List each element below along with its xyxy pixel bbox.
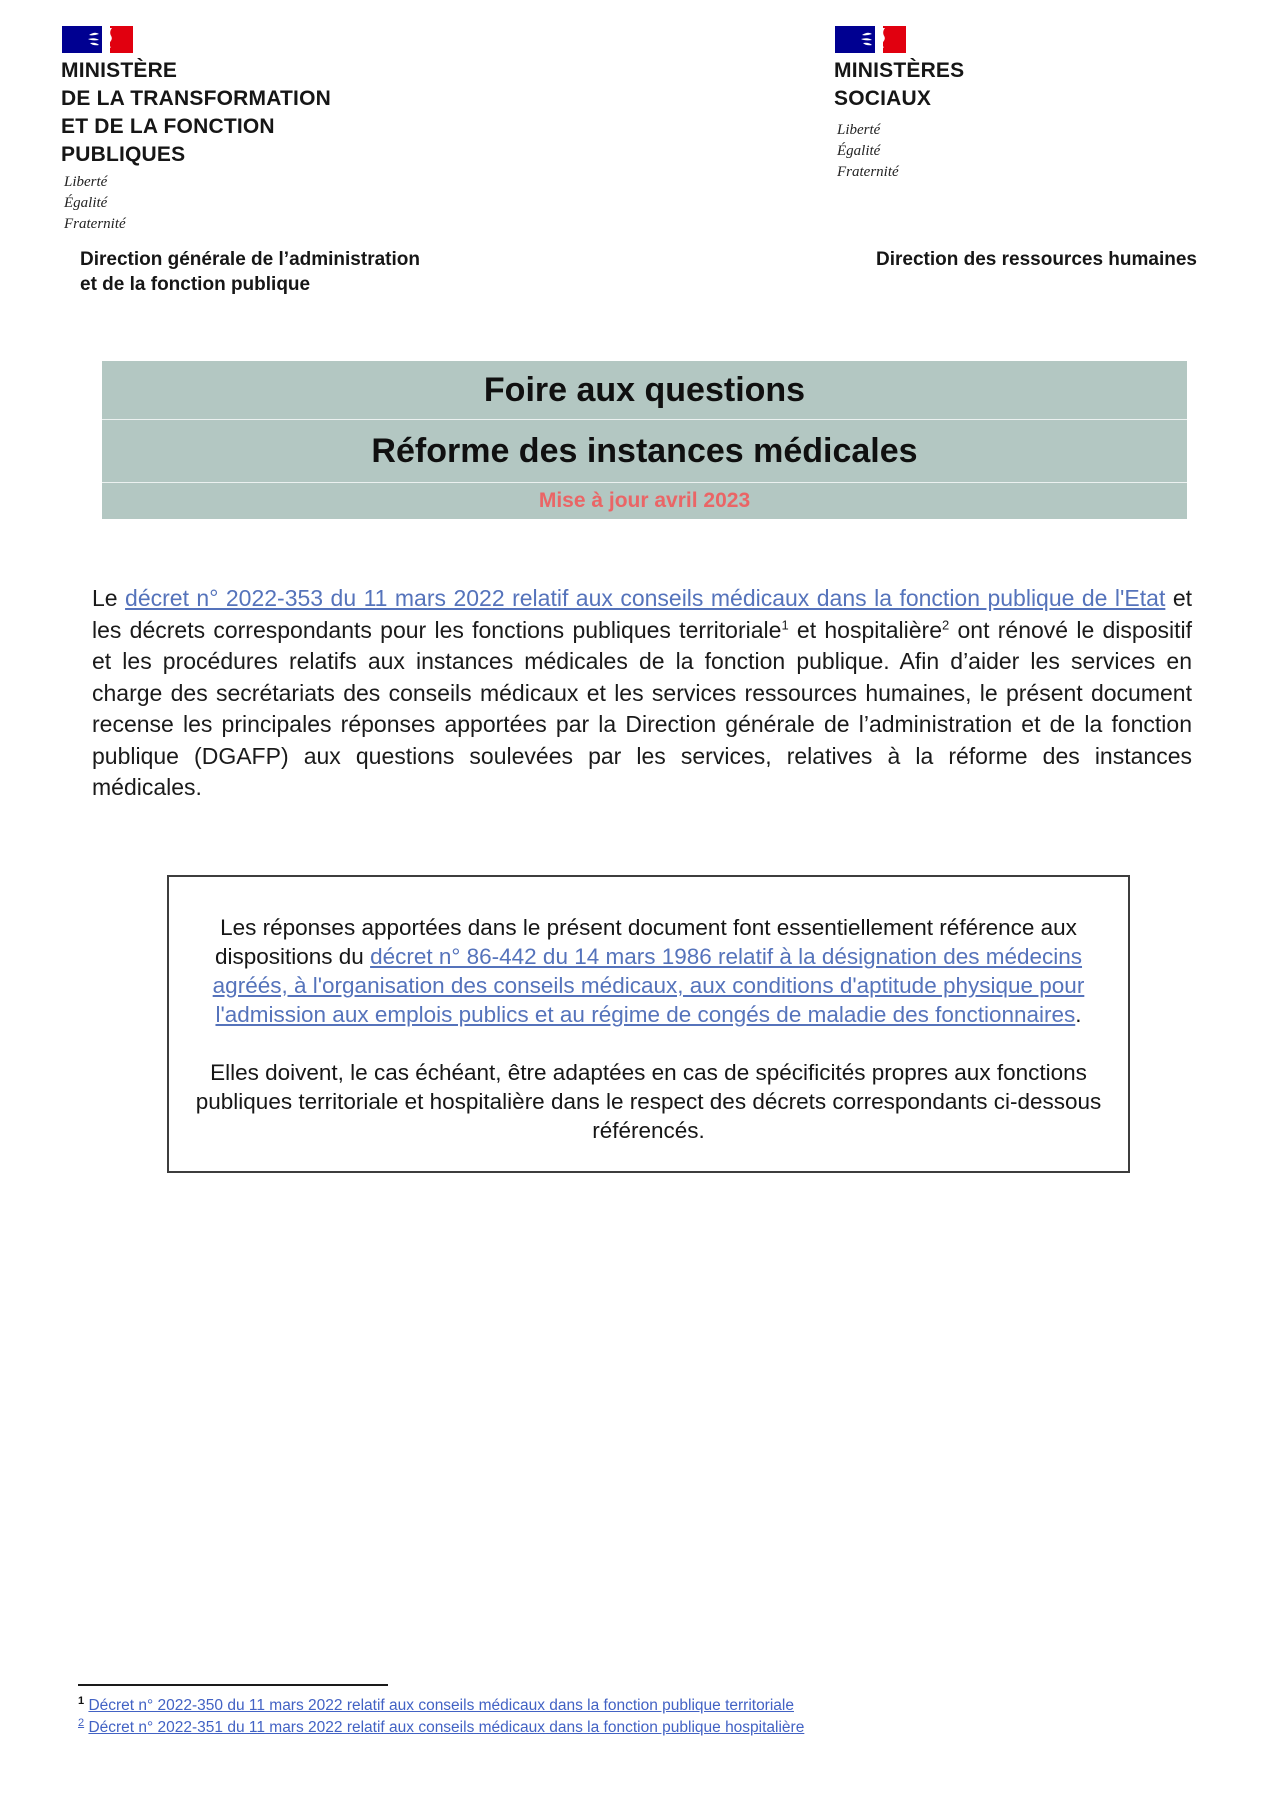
footnote-1-marker: 1 — [78, 1694, 85, 1707]
french-flag-icon — [62, 26, 133, 58]
ministry-name-line: ET DE LA FONCTION — [61, 115, 275, 138]
motto-line: Égalité — [64, 195, 108, 211]
intro-text: et les décrets correspondants pour les fonctions publiques territoriale — [92, 585, 1192, 643]
ministry-name-line: SOCIAUX — [834, 87, 932, 110]
motto-line: Liberté — [64, 174, 108, 190]
motto-line: Fraternité — [64, 216, 126, 232]
footnote-2-marker: 2 — [78, 1716, 85, 1729]
direction-left — [80, 247, 420, 297]
motto-left — [64, 172, 126, 235]
intro-text: ont rénové le dispositif et les procédures relatifs aux instances médicales de la fonction publique. Afin d’aider les services en charge des secrétariats des conseils médicaux et les services ressources humaines, le présent document recense les principales réponses apportées par la Direction générale de l’administration et de la fonction publique (DGAFP) aux questions soulevées par les services, relatives à la réforme des instances médicales. — [92, 616, 1192, 800]
decret-86-442-link[interactable]: décret n° 86-442 du 14 mars 1986 relatif à la désignation des médecins agréés, à l'organisation des conseils médicaux, aux conditions d'aptitude physique pour l'admission aux emplois publics et au régime de congés de maladie des fonctionnaires — [212, 944, 1085, 1027]
ministry-name-left — [61, 57, 331, 169]
decret-2022-350-link[interactable]: Décret n° 2022-350 du 11 mars 2022 relatif aux conseils médicaux dans la fonction publique territoriale — [88, 1697, 794, 1714]
box-text: Les réponses apportées dans le présent document font essentiellement référence aux dispositions du — [214, 915, 1077, 969]
reference-box-paragraph-1 — [183, 913, 1114, 1029]
ministry-name-line: MINISTÈRES — [834, 59, 965, 82]
ministry-name-line: PUBLIQUES — [61, 143, 186, 166]
decret-2022-351-link[interactable]: Décret n° 2022-351 du 11 mars 2022 relatif aux conseils médicaux dans la fonction publique hospitalière — [88, 1719, 805, 1736]
intro-text: Le — [92, 585, 126, 611]
ministry-name-line: DE LA TRANSFORMATION — [61, 87, 331, 110]
french-flag-icon — [835, 26, 906, 58]
reference-box — [167, 875, 1130, 1173]
footnote-separator-rule — [78, 1684, 388, 1686]
intro-paragraph — [92, 583, 1192, 804]
direction-left-line1: Direction générale de l’administration — [80, 249, 420, 270]
ministry-name-line: MINISTÈRE — [61, 59, 178, 82]
decret-2022-353-link[interactable]: décret n° 2022-353 du 11 mars 2022 relatif aux conseils médicaux dans la fonction publique de l'Etat — [125, 585, 1166, 611]
page-title-line2: Réforme des instances médicales — [102, 419, 1187, 482]
footnote-ref-1: 1 — [781, 616, 789, 632]
footnote-2 — [78, 1717, 804, 1739]
reference-box-paragraph-2: Elles doivent, le cas échéant, être adaptées en cas de spécificités propres aux fonctions publiques territoriale et hospitalière dans le respect des décrets correspondants ci-dessous référencés. — [195, 1060, 1102, 1143]
motto-line: Fraternité — [837, 164, 899, 180]
footnote-1 — [78, 1695, 804, 1717]
direction-right: Direction des ressources humaines — [875, 249, 1197, 270]
title-banner — [102, 361, 1187, 519]
intro-text: et hospitalière — [788, 616, 943, 643]
motto-line: Liberté — [837, 122, 881, 138]
ministry-name-right — [834, 57, 964, 113]
page-subtitle-update-date: Mise à jour avril 2023 — [102, 482, 1187, 519]
motto-line: Égalité — [837, 143, 881, 159]
page-title-line1: Foire aux questions — [483, 370, 806, 409]
direction-left-line2: et de la fonction publique — [80, 274, 311, 295]
box-text: . — [1075, 1002, 1082, 1027]
footnote-ref-2: 2 — [942, 616, 950, 632]
footnotes — [78, 1695, 804, 1739]
motto-right — [837, 120, 899, 183]
